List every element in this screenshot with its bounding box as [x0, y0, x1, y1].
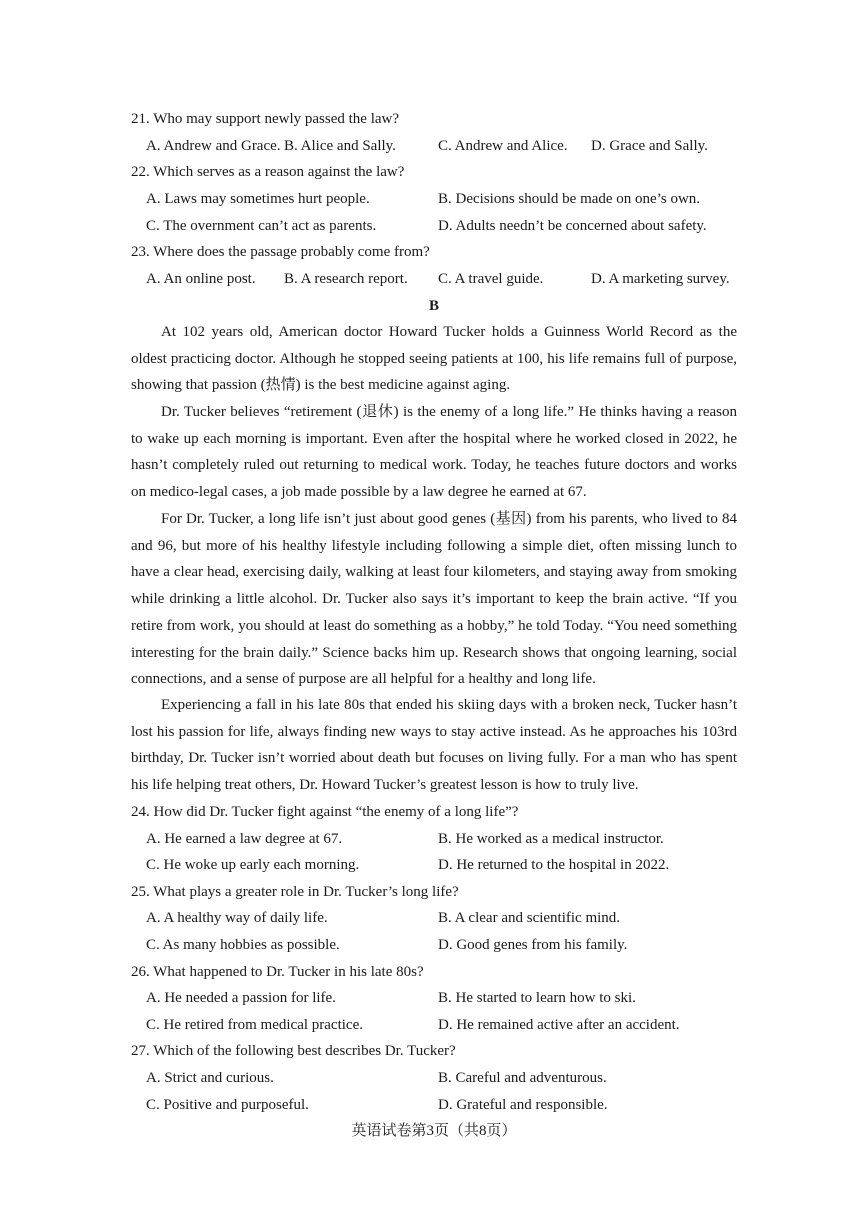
option-a: A. He needed a passion for life. [146, 990, 336, 1006]
question-text: Which serves as a reason against the law? [153, 164, 405, 180]
question-27 [131, 1041, 737, 1061]
option-d: D. He remained active after an accident. [438, 1017, 680, 1033]
option-b: B. Careful and adventurous. [438, 1070, 607, 1086]
question-number: 21. [131, 111, 150, 127]
question-24 [131, 802, 737, 822]
question-number: 27. [131, 1043, 150, 1059]
option-c: C. The overnment can’t act as parents. [146, 218, 377, 234]
option-c: C. Positive and purposeful. [146, 1097, 309, 1113]
option-d: D. Adults needn’t be concerned about safety. [438, 218, 707, 234]
option-c: C. Andrew and Alice. [438, 138, 568, 154]
question-text: Who may support newly passed the law? [153, 111, 400, 127]
option-b: B. He started to learn how to ski. [438, 990, 636, 1006]
option-a: A. Laws may sometimes hurt people. [146, 191, 370, 207]
section-b-title: B [428, 298, 439, 314]
option-d: D. He returned to the hospital in 2022. [438, 857, 670, 873]
question-text: What happened to Dr. Tucker in his late 80s? [153, 964, 424, 980]
question-text: Which of the following best describes Dr. Tucker? [153, 1043, 456, 1059]
option-c: C. As many hobbies as possible. [146, 937, 340, 953]
passage-paragraph-1: At 102 years old, American doctor Howard Tucker holds a Guinness World Record as the oldest practicing doctor. Although he stopped seeing patients at 100, his life remains full of purpose, showing that passion (热情) is the best medicine against aging. [131, 324, 737, 394]
question-23 [131, 242, 737, 262]
question-22 [131, 162, 737, 182]
option-d: D. A marketing survey. [591, 271, 730, 287]
option-a: A. Andrew and Grace. [146, 138, 281, 154]
option-a: A. A healthy way of daily life. [146, 910, 328, 926]
question-number: 25. [131, 884, 150, 900]
question-number: 26. [131, 964, 150, 980]
question-text: What plays a greater role in Dr. Tucker’s long life? [153, 884, 459, 900]
option-b: B. Alice and Sally. [284, 138, 396, 154]
option-b: B. He worked as a medical instructor. [438, 831, 664, 847]
question-number: 23. [131, 244, 150, 260]
question-text: Where does the passage probably come from? [153, 244, 430, 260]
passage-paragraph-3: For Dr. Tucker, a long life isn’t just about good genes (基因) from his parents, who lived to 84 and 96, but more of his healthy lifestyle including following a simple diet, often missing lunch to have a clear head, exercising daily, walking at least four kilometers, and staying away from smoking while drinking a little alcohol. Dr. Tucker also says it’s important to keep the brain active. “If you retire from work, you should at least do something as a hobby,” he told Today. “You need something interesting for the brain daily.” Science backs him up. Research shows that ongoing learning, social connections, and a sense of purpose are all helpful for a healthy and long life. [131, 511, 737, 688]
passage-paragraph-2: Dr. Tucker believes “retirement (退休) is the enemy of a long life.” He thinks having a reason to wake up each morning is important. Even after the hospital where he worked closed in 2022, he hasn’t completely ruled out returning to medical work. Today, he teaches future doctors and works on medico-legal cases, a job made possible by a law degree he earned at 67. [131, 404, 737, 501]
option-b: B. A clear and scientific mind. [438, 910, 621, 926]
question-26 [131, 962, 737, 982]
option-b: B. Decisions should be made on one’s own. [438, 191, 701, 207]
passage-paragraph-4: Experiencing a fall in his late 80s that ended his skiing days with a broken neck, Tucker hasn’t lost his passion for life, always finding new ways to stay active instead. As he approaches his 103rd birthday, Dr. Tucker isn’t worried about death but focuses on living fully. For a man who has spent his life helping treat others, Dr. Howard Tucker’s greatest lesson is how to truly live. [131, 697, 737, 794]
page-footer: 英语试卷第3页（共8页） [351, 1123, 517, 1139]
option-c: C. A travel guide. [438, 271, 544, 287]
option-c: C. He retired from medical practice. [146, 1017, 363, 1033]
option-c: C. He woke up early each morning. [146, 857, 360, 873]
option-d: D. Grace and Sally. [591, 138, 708, 154]
option-d: D. Grateful and responsible. [438, 1097, 608, 1113]
option-b: B. A research report. [284, 271, 408, 287]
question-text: How did Dr. Tucker fight against “the enemy of a long life”? [153, 804, 519, 820]
option-a: A. Strict and curious. [146, 1070, 274, 1086]
option-a: A. He earned a law degree at 67. [146, 831, 343, 847]
option-a: A. An online post. [146, 271, 256, 287]
question-21 [131, 109, 737, 129]
question-number: 22. [131, 164, 150, 180]
option-d: D. Good genes from his family. [438, 937, 628, 953]
question-number: 24. [131, 804, 150, 820]
question-25 [131, 882, 737, 902]
